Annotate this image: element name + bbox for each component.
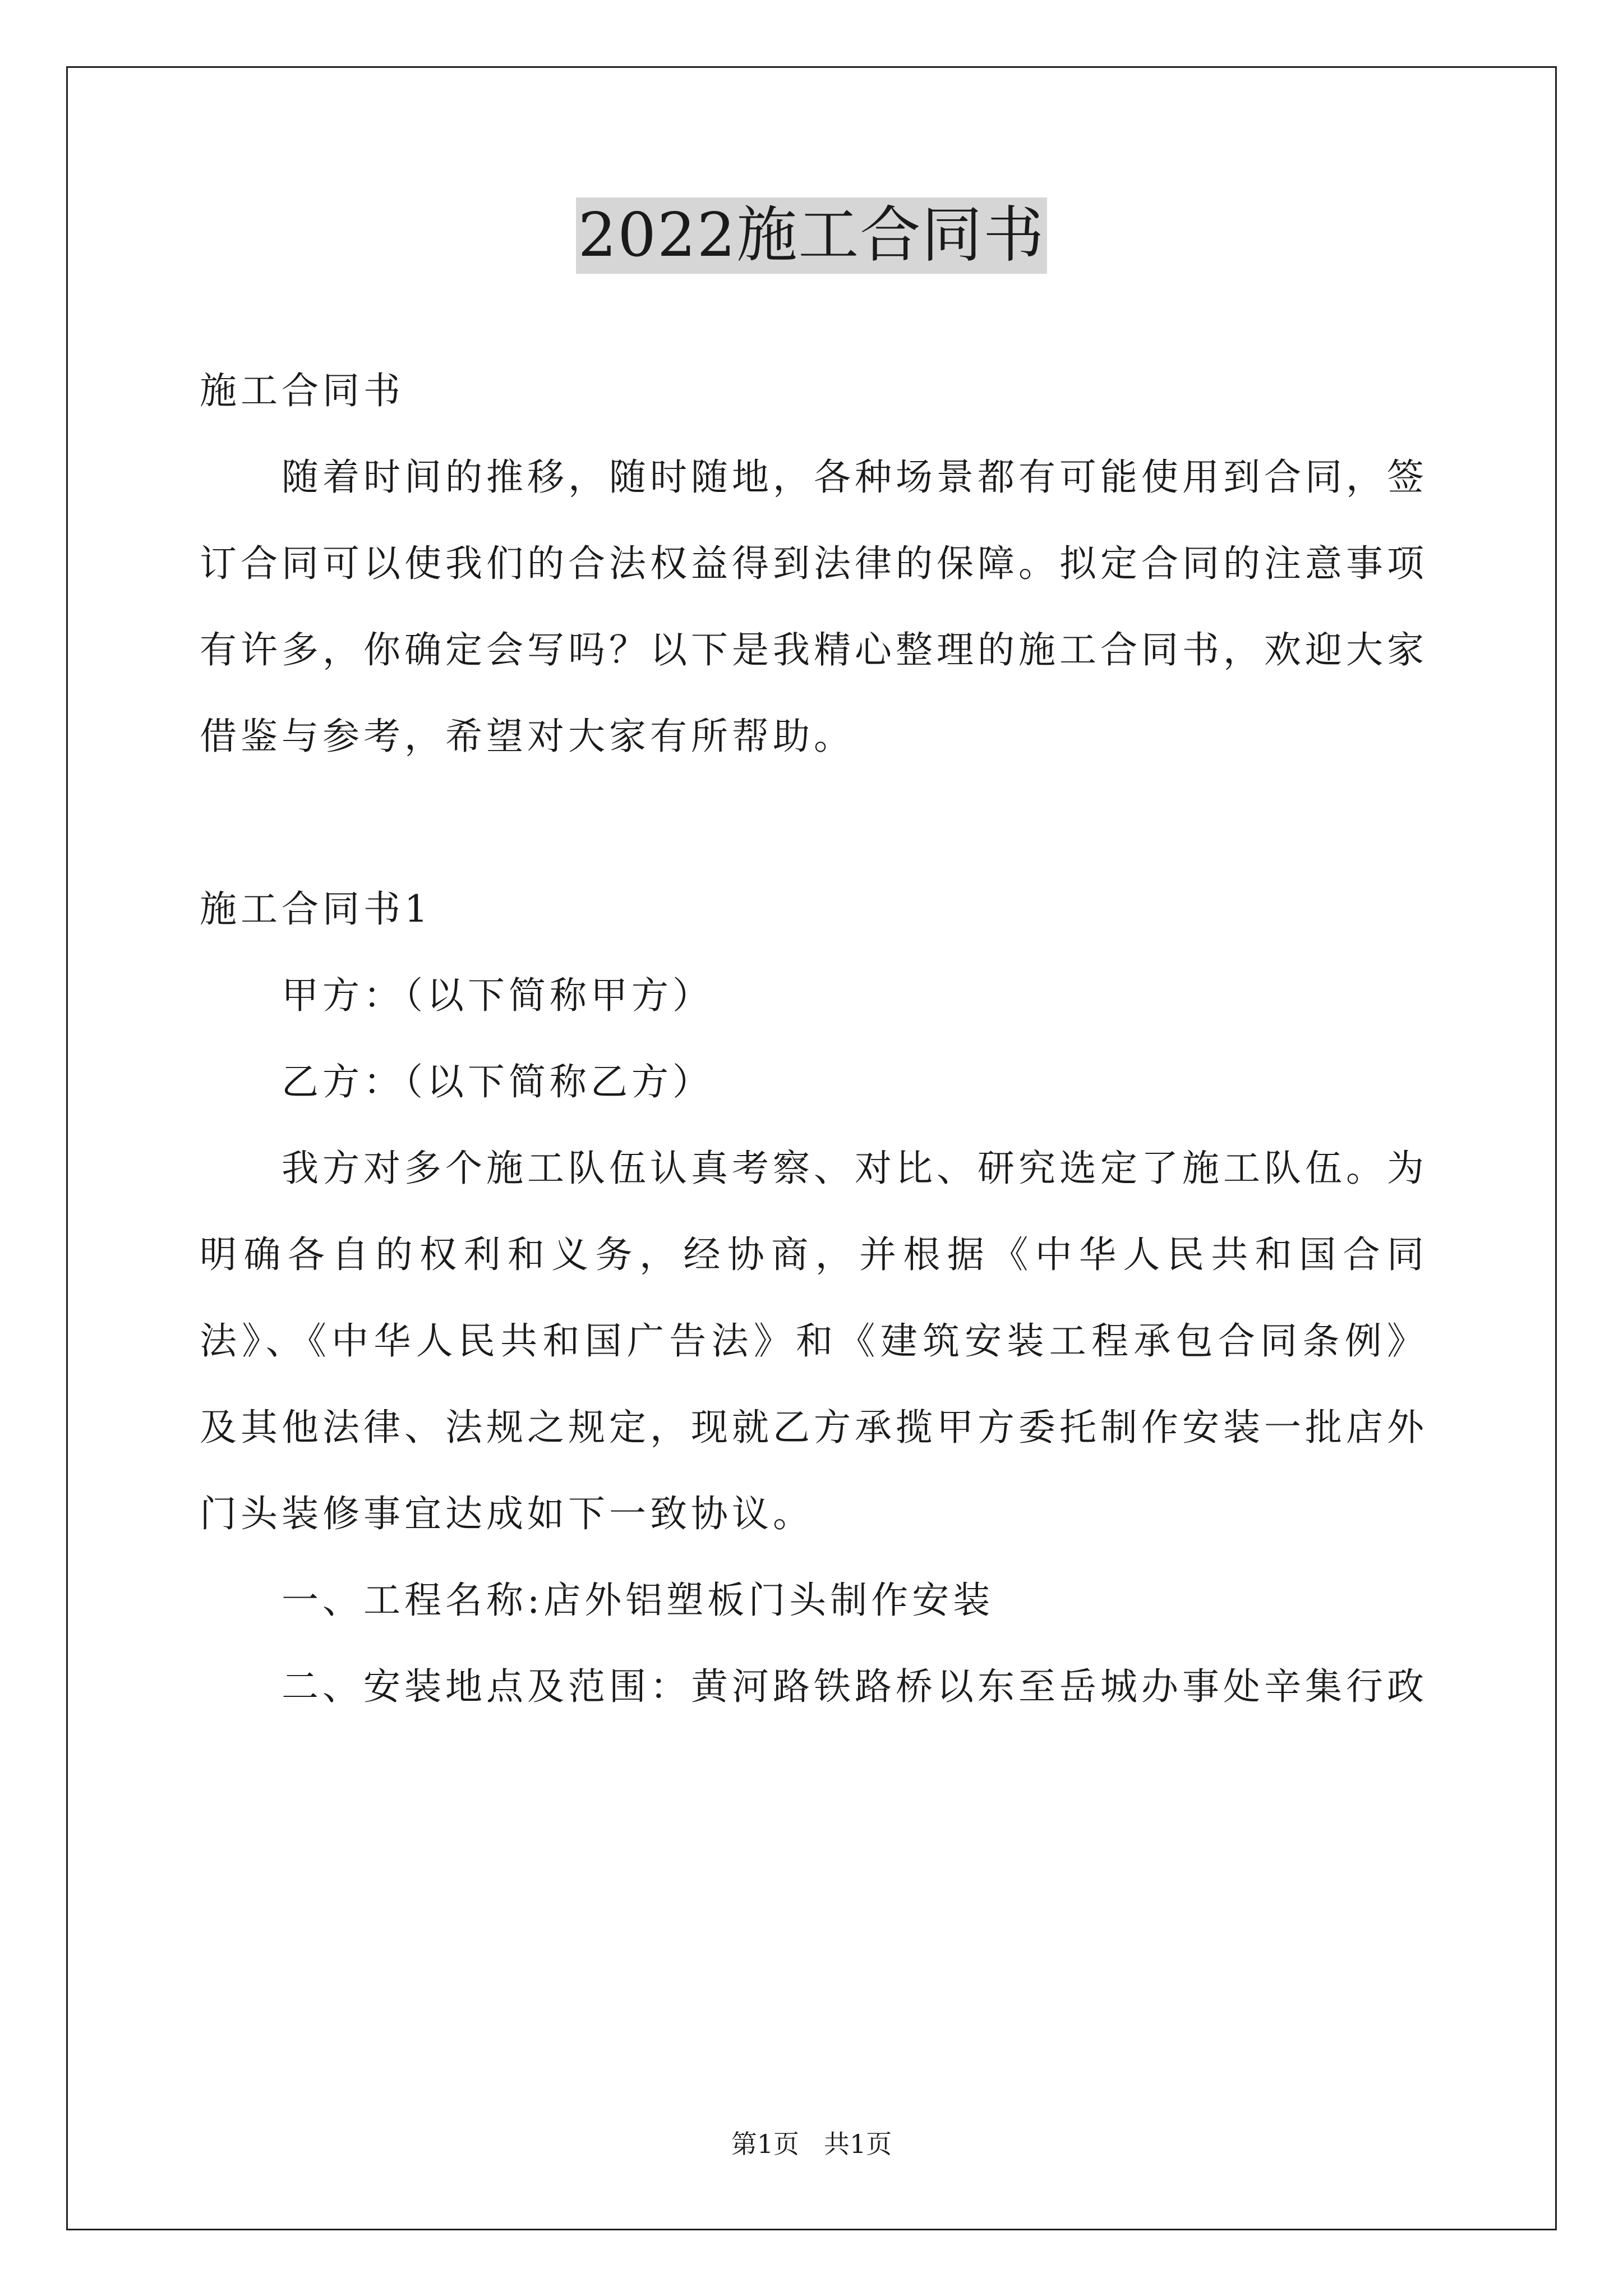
title-container <box>0 197 1623 274</box>
preamble-paragraph: 我方对多个施工队伍认真考察、对比、研究选定了施工队伍。为明确各自的权利和义务，经协商，并根据《中华人民共和国合同法》、《中华人民共和国广告法》和《建筑安装工程承包合同条例》及其他法律、法规之规定，现就乙方承揽甲方委托制作安装一批店外门头装修事宜达成如下一致协议。 <box>200 1147 1428 1535</box>
clause-2: 二、安装地点及范围：黄河路铁路桥以东至岳城办事处辛集行政 <box>282 1665 1428 1708</box>
document-title: 2022施工合同书 <box>576 197 1048 274</box>
section-heading: 施工合同书1 <box>200 887 432 931</box>
subtitle: 施工合同书 <box>200 369 404 412</box>
clause-1: 一、工程名称:店外铝塑板门头制作安装 <box>282 1579 994 1622</box>
party-b-line: 乙方：（以下简称乙方） <box>282 1060 713 1103</box>
page-number: 第1页 <box>731 2129 799 2159</box>
page-footer <box>0 2127 1623 2161</box>
page-total: 共1页 <box>824 2129 892 2159</box>
document-body <box>200 348 1428 1730</box>
party-a-line: 甲方：（以下简称甲方） <box>282 974 713 1017</box>
intro-paragraph: 随着时间的推移，随时随地，各种场景都有可能使用到合同，签订合同可以使我们的合法权益得到法律的保障。拟定合同的注意事项有许多，你确定会写吗？以下是我精心整理的施工合同书，欢迎大家借鉴与参考，希望对大家有所帮助。 <box>200 455 1428 758</box>
